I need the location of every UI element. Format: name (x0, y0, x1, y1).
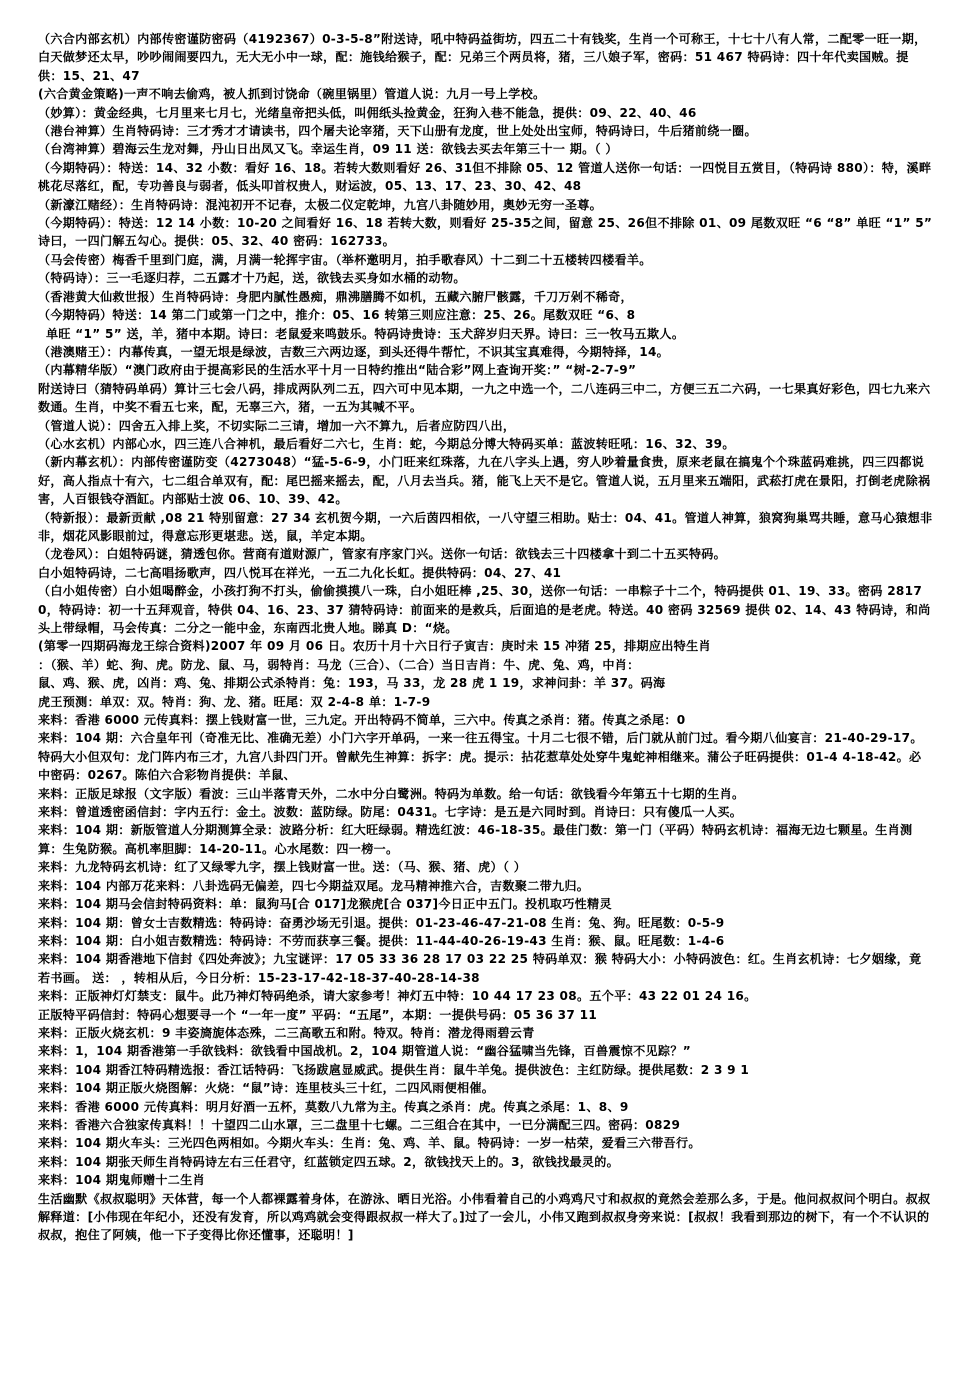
text-paragraph: 鼠、鸡、猴、虎，凶肖：鸡、兔、排期公式杀特肖：兔：193，马 33，龙 28 虎 1 19，求神问卦：羊 37。码海 (38, 676, 666, 691)
text-paragraph: 来料：104 期鬼师赠十二生肖 (38, 1173, 205, 1188)
document-page (38, 30, 933, 1375)
text-paragraph: ：（猴、羊）蛇、狗、虎。防龙、鼠、马，弱特肖：马龙（三合）、（二合）当日吉肖：牛、虎、兔、鸡，中肖： (38, 657, 640, 672)
text-paragraph: 来料：1，104 期香港第一手欲钱料：欲钱看中国战机。2，104 期管道人说：“幽谷猛啸当先锋，百兽震惊不见踪？” (38, 1044, 691, 1059)
text-paragraph: 来料：香港六合独家传真料！！十望四二山水罩，三二盘里十七螺。二三组合在其中，一已分满配三四。密码：0829 (38, 1117, 681, 1132)
text-paragraph: （港澳赌王）：内幕传真，一望无垠是绿波，吉数三六两边逐，到头还得牛帮忙，不识其宝真难得，今期特择，14。 (38, 344, 670, 359)
text-paragraph: 来料：曾道透密函信封：字内五行：金土。波数：蓝防绿。防尾：0431。七字诗：是五是六同时到。肖诗曰：只有傻瓜一人买。 (38, 805, 743, 820)
text-paragraph: （台湾神算）碧海云生龙对舞，丹山日出凤又飞。幸运生肖，09 11 送：欲钱去买去年第三十一 期。（ ） (38, 142, 618, 157)
text-paragraph: 来料：104 期马会信封特码资料：单：鼠狗马[合 017]龙猴虎[合 037]今日正中五门。投机取巧性精灵 (38, 897, 612, 912)
text-paragraph: 来料：104 期：六合皇年刊（奇准无比、准确无差）小门六字开单码，一来一往五得宝。十月二七很不错，后门就从前门过。看今期八仙宴言：21-40-29-17。特码大小但双句：龙门阵内布三才，九宫八卦四门开。曾献先生神算：拆字：虎。提示：拈花惹草处处穿牛鬼蛇神相继来。蒲公子旺码提供：01-4 4-18-42。必中密码：0267。陈伯六合彩物肖提供：羊鼠、 (38, 731, 923, 783)
text-paragraph: 来料：104 期香港地下信封《四处奔波》；九宝谜评：17 05 33 36 28 17 03 22 25 特码单双：猴 特码大小：小特码波色：红。生肖玄机诗：七夕姻缘，竟若书画。 送： ，转相从后，今日分析：15-23-17-42-18-37-40-28-14-38 (38, 952, 922, 985)
text-paragraph: （特码诗）：三一毛逐归荐，二五露才十乃起，送，欲钱去买身如水桶的动物。 (38, 271, 466, 286)
text-paragraph: 来料：104 期：曾女士吉数精选：特码诗：奋勇沙场无引退。提供：01-23-46-47-21-08 生肖：兔、狗。旺尾数：0-5-9 (38, 915, 725, 930)
text-paragraph: （新内幕玄机）：内部传密谨防变（4273048）“猛-5-6-9，小门旺来红珠落，九在八字头上遇，穷人吵着量食贵，原来老鼠在搞鬼个个珠蓝码难挑，四三四都说好，高人指点十有六，七二组合单双有，配：尾巴摇来摇去，配，八月去当兵。猪，能飞上天不是它。管道人说，五月里来五端阳，武菘打虎在景阳，打倒老虎除祸害，人百银钱夺酒缸。内部贴士波 06、10、39、42。 (38, 455, 931, 507)
text-paragraph: （六合内部玄机）内部传密谨防密码（4192367）0-3-5-8”附送诗，吼中特码益街坊，四五二十有钱奖，生肖一个可称王，十七十八有人常，二配零一旺一期，白天做梦还太早，吵吵闹闹要四九，无大无小中一球，配：施钱给猴子，配：兄弟三个两员将，猪，三八娘子军，密码：51 467 特码诗：四十年代卖国贼。提供：15、21、47 (38, 32, 927, 83)
text-paragraph: 来料：香港 6000 元传真料：摆上钱财富一世，三九定。开出特码不简单，三六中。传真之杀肖：猪。传真之杀尾：0 (38, 713, 686, 728)
text-paragraph: 来料：104 期正版火烧图解：火烧：“鼠”诗：连里枝头三十红，二四风雨便相催。 (38, 1081, 495, 1096)
text-paragraph: (第零一四期码海龙王综合资料)2007 年 09 月 06 日。农历十月十六日行子寅吉：庚时未 15 冲猪 25，排期应出特生肖 (38, 639, 711, 654)
text-paragraph: 来料：104 期：新版管道人分期测算全录：波路分析：红大旺绿弱。精选红波：46-18-35。最佳门数：第一门（平码）特码玄机诗：福海无边七颗星。生肖测算：生兔防猴。高机率胆脚：14-20-11。心水尾数：四一榜一。 (38, 823, 913, 856)
text-paragraph: 虎王预测：单双：双。特肖：狗、龙、猪。旺尾：双 2-4-8 单：1-7-9 (38, 694, 431, 709)
text-paragraph: 来料：104 期香江特码精选报：香江话特码：飞扬跋扈显威武。提供生肖：鼠牛羊兔。提供波色：主红防绿。提供尾数：2 3 9 1 (38, 1062, 750, 1077)
text-paragraph: 来料：104 期火车头：三光四色两相如。今期火车头：生肖：兔、鸡、羊、鼠。特码诗：一岁一枯荣，爱看三六带吾行。 (38, 1136, 701, 1151)
text-paragraph: (六合黄金策略)一声不响去偷鸡，被人抓到讨饶命（碗里锅里）管道人说：九月一号上学校。 (38, 87, 546, 102)
text-paragraph: 单旺 “1” 5” 送，羊，猪中本期。诗曰：老鼠爱来鸣鼓乐。特码诗贵诗：玉犬辞岁归天界。诗曰：三一牧马五欺人。 (46, 326, 685, 341)
text-paragraph: （今期特码）特送：14 第二门或第一门之中，推介：05、16 转第三则应注意：25、26。尾数双旺 “6、8 (38, 308, 636, 323)
text-paragraph: 来料：正版足球报（文字版）看波：三山半落青天外，二水中分白鹭洲。特码为单数。给一句话：欲钱看今年第五十七期的生肖。 (38, 786, 745, 801)
text-paragraph: （管道人说）：四舍五入排上奖，不切实际二三请，增加一六不算九，后者应防四八出， (38, 418, 516, 433)
text-paragraph: 白小姐特码诗，二七高唱扬歌声，四八悦耳在祥光，一五二九化长虹。提供特码：04、27、41 (38, 565, 562, 580)
text-paragraph: （港台神算）生肖特码诗：三才秀才才请读书，四个屠夫论宰猪，天下山册有龙度，世上处处出宝师，特码诗曰，牛后猪前绕一圈。 (38, 124, 757, 139)
text-paragraph: 正版特平码信封：特码心想要寻一个 “一年一度” 平码：“五尾”，本期：一提供号码：05 36 37 11 (38, 1007, 598, 1022)
text-paragraph: （新濠江赌经）：生肖特码诗：混沌初开不记春，太极二仪定乾坤，九宫八卦随妙用，奥妙无穷一圣尊。 (38, 197, 603, 212)
text-paragraph: 来料：九龙特码玄机诗：红了又绿零九字，摆上钱财富一世。送：（马、猴、猪、虎）（ ） (38, 860, 527, 875)
text-paragraph: 来料：香港 6000 元传真料：明月好酒一五杯，莫数八九常为主。传真之杀肖：虎。传真之杀尾：1、8、9 (38, 1099, 629, 1114)
text-paragraph: 来料：104 期张天师生肖特码诗左右三任君守，红蓝锁定四五球。2，欲钱找天上的。3，欲钱找最灵的。 (38, 1154, 620, 1169)
text-paragraph: （妙算）：黄金经典，七月里来七月七，光绪皇帝把头低，叫佣纸头捡黄金，狂狗入巷不能急，提供：09、22、40、46 (38, 105, 697, 120)
text-paragraph: （香港黄大仙救世报）生肖特码诗：身肥内腻性愚痴，鼎沸膳腾不如机，五藏六腑尸骸露，千刀万剁不稀奇， (38, 289, 633, 304)
text-paragraph: 来料：正版神灯灯禁支：鼠牛。此乃神灯特码绝杀，请大家参考！神灯五中特：10 44 17 23 08。五个平：43 22 01 24 16。 (38, 989, 757, 1004)
text-paragraph: 附送诗曰（猜特码单码）算计三七会八码，排成两队列二五，四六可中见本期，一九之中选一个，二八连码三中二，方便三五二六码，一七果真好彩色，四七九来六数通。生肖，中奖不看五七来，配，无辜三六，猪，一五为其喊不平。 (38, 381, 931, 415)
text-paragraph: （今期特码）：特送：14、32 小数：看好 16、18。若转大数则看好 26、31但不排除 05、12 管道人送你一句话：一四悦目五赏目，（特码诗 880）：特，溪畔桃花尽落红，配，专功善良与弱者，低头叩首权贵人，财运波，05、13、17、23、30、42、48 (38, 160, 932, 194)
text-paragraph: 来料：104 期：白小姐吉数精选：特码诗：不劳而获享三餐。提供：11-44-40-26-19-43 生肖：猴、鼠。旺尾数：1-4-6 (38, 933, 725, 948)
text-paragraph: （内幕精华版）“澳门政府由于提高彩民的生活水平十月一日特约推出“陆合彩”网上查询开奖：” “树-2-7-9” (38, 363, 637, 378)
text-paragraph: 来料：104 内部万花来料：八卦选码无偏差，四七今期益双尾。龙马精神推六合，吉数聚二带九归。 (38, 878, 590, 893)
text-paragraph: （今期特码）：特送：12 14 小数：10-20 之间看好 16、18 若转大数，则看好 25-35之间，留意 25、26但不排除 01、09 尾数双旺 “6 “8” 单旺 “1” 5” 诗曰，一四门解五勾心。提供：05、32、40 密码：162733。 (38, 216, 933, 249)
text-paragraph: （龙卷风）：白姐特码谜，猜透包你。营商有道财源广，管家有序家门兴。送你一句话：欲钱去三十四楼拿十到二十五买特码。 (38, 547, 727, 562)
text-paragraph: （白小姐传密）白小姐喝醉金，小孩打狗不打头，偷偷摸摸八一珠，白小姐旺棒 ,25、30，送你一句话：一串粽子十二个，特码提供 01、19、33。密码 28170，特码诗：初一十五拜观音，特供 04、16、23、37 猜特码诗：前面来的是救兵，后面追的是老虎。特送。40 密码 32569 提供 02、14、43 特码诗，和尚头上带绿帽，马会传真：二分之一能中金，东南西北贵人地。睇真 D：“烧。 (38, 584, 931, 635)
text-paragraph: 来料：正版火烧玄机：9 丰姿旖旎体态殊，二三高歌五和附。特双。特肖：潜龙得雨碧云青 (38, 1025, 535, 1040)
text-paragraph: （特新报）：最新贡献 ,08 21 特别留意：27 34 玄机贺今期，一六后茵四相依，一八守望三相助。贴士：04、41。管道人神算，狼窝狗巢骂共睡，意马心猿想非非，烟花风影眼前过，得意忘形更堪悲。送，鼠，羊定本期。 (38, 510, 933, 543)
text-paragraph: （马会传密）梅香千里到门庭，满，月满一轮挥宇宙。（举杯邀明月，拍手歌春风）十二到二十五楼转四楼看羊。 (38, 252, 652, 267)
text-paragraph: （心水玄机）内部心水，四三连八合神机，最后看好二六七，生肖：蛇，今期总分博大特码买单：蓝波转旺吼：16、32、39。 (38, 436, 735, 451)
text-paragraph: 生活幽默《叔叔聪明》天体营，每一个人都裸露着身体，在游泳、晒日光浴。小伟看着自己的小鸡鸡尺寸和叔叔的竟然会差那么多，于是。他问叔叔问个明白。叔叔解释道：[小伟现在年纪小，还没有发育，所以鸡鸡就会变得跟叔叔一样大了。]过了一会儿，小伟又跑到叔叔身旁来说：[叔叔！我看到那边的树下，有一个不认识的叔叔，抱住了阿姨，他一下子变得比你还懂事，还聪明！] (38, 1191, 931, 1243)
